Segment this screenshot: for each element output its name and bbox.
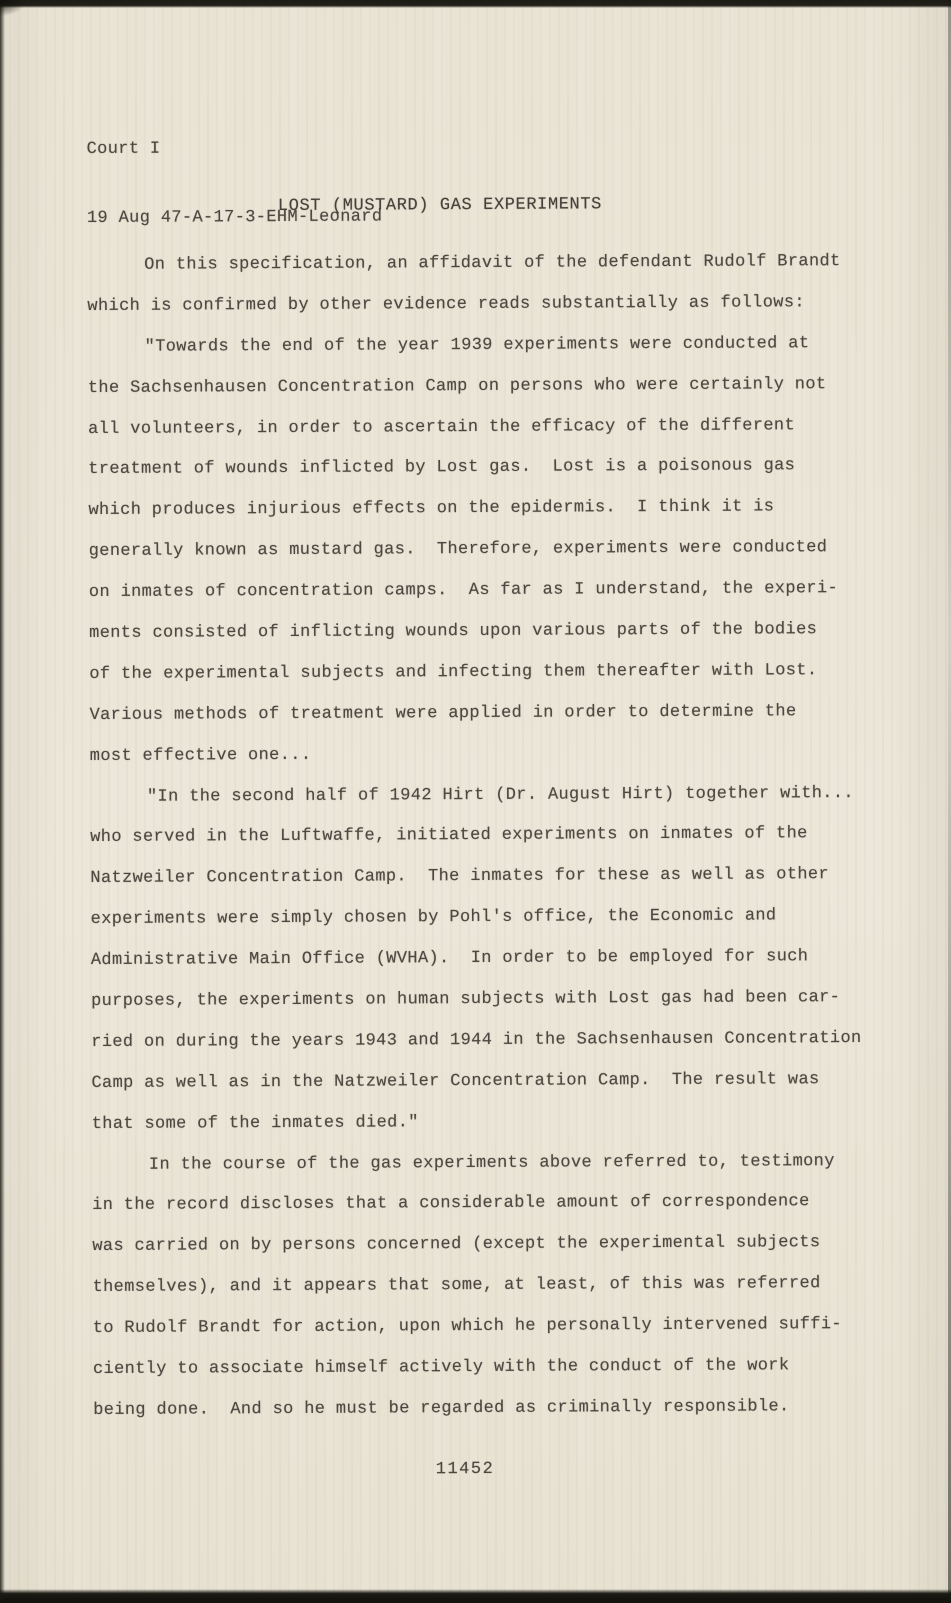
scan-corner-shadow (0, 0, 26, 16)
body-line: all volunteers, in order to ascertain the efficacy of the different (88, 415, 796, 439)
body-line: "Towards the end of the year 1939 experiments were conducted at (144, 334, 810, 357)
body-line: On this specification, an affidavit of the defendant Rudolf Brandt (144, 252, 841, 275)
body-line: ried on during the years 1943 and 1944 in the Sachsenhausen Concentration (91, 1028, 862, 1052)
document-body (87, 242, 899, 1432)
body-line: generally known as mustard gas. Therefore, experiments were conducted (88, 538, 828, 562)
body-line: Various methods of treatment were applied in order to determine the (89, 702, 797, 725)
body-line: themselves), and it appears that some, at least, of this was referred (92, 1274, 821, 1298)
body-line: the Sachsenhausen Concentration Camp on persons who were certainly not (87, 374, 827, 398)
body-line: ciently to associate himself actively with the conduct of the work (92, 1356, 790, 1380)
body-line: Natzweiler Concentration Camp. The inmates for these as well as other (90, 865, 830, 889)
body-line: was carried on by persons concerned (except the experimental subjects (92, 1233, 821, 1257)
document-title: LOST (MUSTARD) GAS EXPERIMENTS (277, 195, 602, 217)
body-line: who served in the Luftwaffe, initiated experiments on inmates of the (90, 824, 808, 848)
body-line: ments consisted of inflicting wounds upon various parts of the bodies (89, 620, 818, 644)
body-line: most effective one... (89, 745, 312, 766)
body-line: In the course of the gas experiments above referred to, testimony (148, 1151, 835, 1175)
scan-edge-top (0, 0, 951, 8)
body-line: to Rudolf Brandt for action, upon which he personally intervened suffi- (92, 1315, 842, 1339)
body-line: experiments were simply chosen by Pohl's office, the Economic and (90, 906, 777, 930)
body-line: of the experimental subjects and infecting them thereafter with Lost. (89, 661, 818, 684)
header-court-line: Court I (86, 139, 161, 160)
body-line: which produces injurious effects on the epidermis. I think it is (88, 497, 775, 521)
body-line: Administrative Main Office (WVHA). In order to be employed for such (90, 947, 809, 971)
body-line: "In the second half of 1942 Hirt (Dr. August Hirt) together with... (146, 783, 854, 807)
body-line: treatment of wounds inflicted by Lost gas. Lost is a poisonous gas (88, 456, 796, 480)
page-number: 11452 (435, 1459, 495, 1480)
body-line: Camp as well as in the Natzweiler Concentration Camp. The result was (91, 1070, 820, 1093)
body-line: being done. And so he must be regarded as criminally responsible. (93, 1397, 790, 1420)
body-line: purposes, the experiments on human subjects with Lost gas had been car- (91, 988, 841, 1012)
scan-edge-bottom (0, 1589, 951, 1600)
header-date-line: 19 Aug 47-A-17-3-EHM-Leonard (86, 207, 383, 229)
body-line: in the record discloses that a considerable amount of correspondence (92, 1192, 810, 1216)
body-line: that some of the inmates died." (91, 1113, 419, 1134)
body-line: on inmates of concentration camps. As far as I understand, the experi- (88, 579, 839, 603)
body-line: which is confirmed by other evidence reads substantially as follows: (87, 293, 805, 316)
scan-edge-left (0, 0, 5, 1600)
